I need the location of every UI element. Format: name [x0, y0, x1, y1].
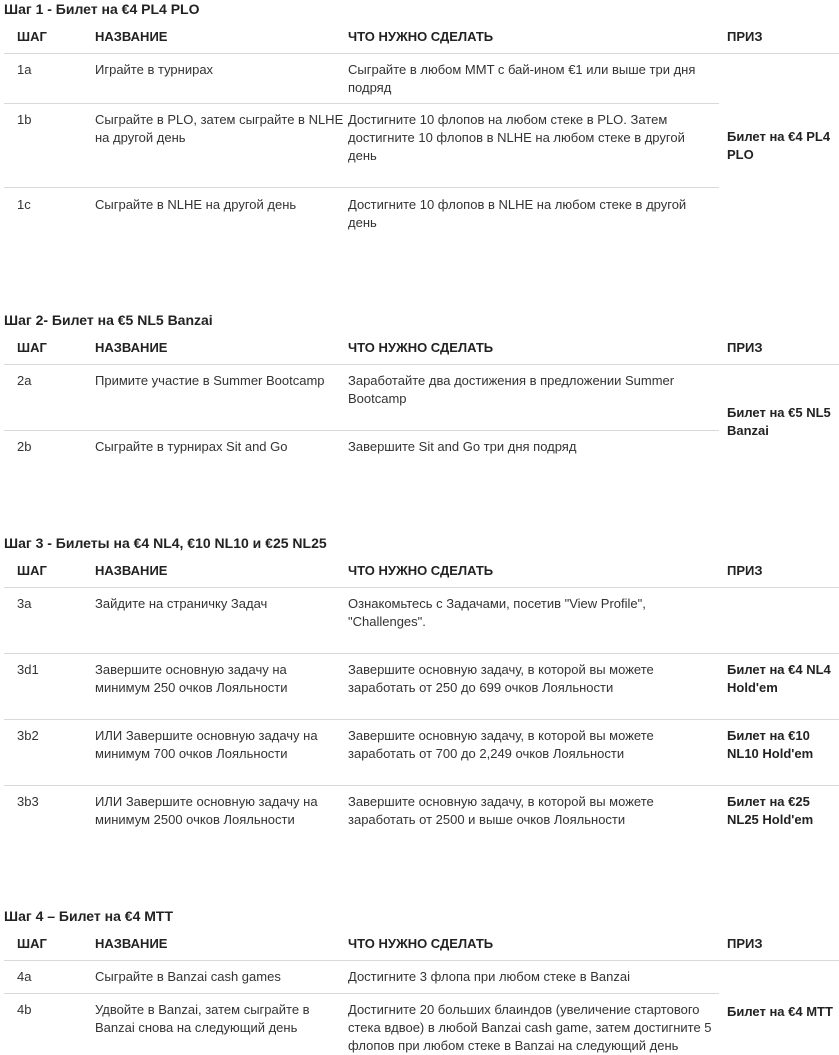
prize-cell: Билет на €4 MTT: [727, 1004, 833, 1019]
column-header-prize: ПРИЗ: [727, 563, 763, 578]
row-divider: [4, 430, 719, 431]
column-header-name: НАЗВАНИЕ: [95, 563, 168, 578]
column-header-prize: ПРИЗ: [727, 340, 763, 355]
row-name: Сыграйте в Banzai cash games: [95, 969, 281, 984]
column-header-todo: ЧТО НУЖНО СДЕЛАТЬ: [348, 29, 494, 44]
header-divider: [4, 960, 839, 961]
column-header-name: НАЗВАНИЕ: [95, 340, 168, 355]
row-todo: Заработайте два достижения в предложении Summer Bootcamp: [348, 373, 675, 406]
row-divider: [4, 653, 839, 654]
row-divider: [4, 993, 719, 994]
header-divider: [4, 587, 839, 588]
header-divider: [4, 53, 839, 54]
row-todo: Завершите основную задачу, в которой вы можете заработать от 2500 и выше очков Лояльности: [348, 794, 654, 827]
column-header-step: ШАГ: [17, 340, 47, 355]
row-todo: Завершите основную задачу, в которой вы можете заработать от 250 до 699 очков Лояльности: [348, 662, 654, 695]
row-divider: [4, 785, 839, 786]
section-1-title: Шаг 1 - Билет на €4 PL4 PLO: [4, 1, 200, 17]
header-divider: [4, 364, 839, 365]
column-header-prize: ПРИЗ: [727, 936, 763, 951]
section-4-title: Шаг 4 – Билет на €4 MTT: [4, 908, 174, 924]
row-step: 1b: [17, 112, 32, 127]
row-name: ИЛИ Завершите основную задачу на минимум 2500 очков Лояльности: [95, 794, 318, 827]
row-step: 3d1: [17, 662, 39, 677]
row-todo: Завершите Sit and Go три дня подряд: [348, 439, 577, 454]
prize-cell: Билет на €5 NL5 Banzai: [727, 405, 831, 438]
row-name: Примите участие в Summer Bootcamp: [95, 373, 325, 388]
row-divider: [4, 187, 719, 188]
row-todo: Сыграйте в любом MMT с бай-ином €1 или выше три дня подряд: [348, 62, 696, 95]
prize-cell: Билет на €4 NL4 Hold'em: [727, 662, 831, 695]
column-header-name: НАЗВАНИЕ: [95, 936, 168, 951]
row-name: ИЛИ Завершите основную задачу на минимум 700 очков Лояльности: [95, 728, 318, 761]
row-step: 3b3: [17, 794, 39, 809]
row-todo: Ознакомьтесь с Задачами, посетив "View Profile", "Challenges".: [348, 596, 646, 629]
row-name: Зайдите на страничку Задач: [95, 596, 268, 611]
column-header-step: ШАГ: [17, 563, 47, 578]
column-header-todo: ЧТО НУЖНО СДЕЛАТЬ: [348, 563, 494, 578]
row-step: 2a: [17, 373, 32, 388]
section-3-title: Шаг 3 - Билеты на €4 NL4, €10 NL10 и €25 NL25: [4, 535, 327, 551]
row-todo: Достигните 20 больших блаиндов (увеличение стартового стека вдвое) в любой Banzai cash game, затем достигните 5 флопов при любом стеке в Banzai на следующий день: [348, 1002, 712, 1053]
row-step: 4a: [17, 969, 32, 984]
row-todo: Достигните 3 флопа при любом стеке в Banzai: [348, 969, 631, 984]
row-divider: [4, 103, 719, 104]
row-step: 3a: [17, 596, 32, 611]
row-step: 3b2: [17, 728, 39, 743]
row-todo: Завершите основную задачу, в которой вы можете заработать от 700 до 2,249 очков Лояльности: [348, 728, 654, 761]
column-header-step: ШАГ: [17, 936, 47, 951]
row-name: Играйте в турнирах: [95, 62, 214, 77]
row-name: Удвойте в Banzai, затем сыграйте в Banzai снова на следующий день: [95, 1002, 310, 1035]
prize-cell: Билет на €10 NL10 Hold'em: [727, 728, 814, 761]
column-header-todo: ЧТО НУЖНО СДЕЛАТЬ: [348, 340, 494, 355]
row-name: Сыграйте в NLHE на другой день: [95, 197, 297, 212]
row-divider: [4, 719, 839, 720]
row-todo: Достигните 10 флопов на любом стеке в PLO. Затем достигните 10 флопов в NLHE на любом стеке в другой день: [348, 112, 685, 163]
row-name: Завершите основную задачу на минимум 250 очков Лояльности: [95, 662, 288, 695]
column-header-step: ШАГ: [17, 29, 47, 44]
row-name: Сыграйте в PLO, затем сыграйте в NLHE на другой день: [95, 112, 344, 145]
section-2-title: Шаг 2- Билет на €5 NL5 Banzai: [4, 312, 213, 328]
row-step: 1a: [17, 62, 32, 77]
row-step: 1c: [17, 197, 31, 212]
prize-cell: Билет на €4 PL4 PLO: [727, 129, 831, 162]
row-step: 4b: [17, 1002, 32, 1017]
row-step: 2b: [17, 439, 32, 454]
column-header-todo: ЧТО НУЖНО СДЕЛАТЬ: [348, 936, 494, 951]
row-name: Сыграйте в турнирах Sit and Go: [95, 439, 288, 454]
column-header-prize: ПРИЗ: [727, 29, 763, 44]
prize-cell: Билет на €25 NL25 Hold'em: [727, 794, 814, 827]
column-header-name: НАЗВАНИЕ: [95, 29, 168, 44]
row-todo: Достигните 10 флопов в NLHE на любом стеке в другой день: [348, 197, 687, 230]
